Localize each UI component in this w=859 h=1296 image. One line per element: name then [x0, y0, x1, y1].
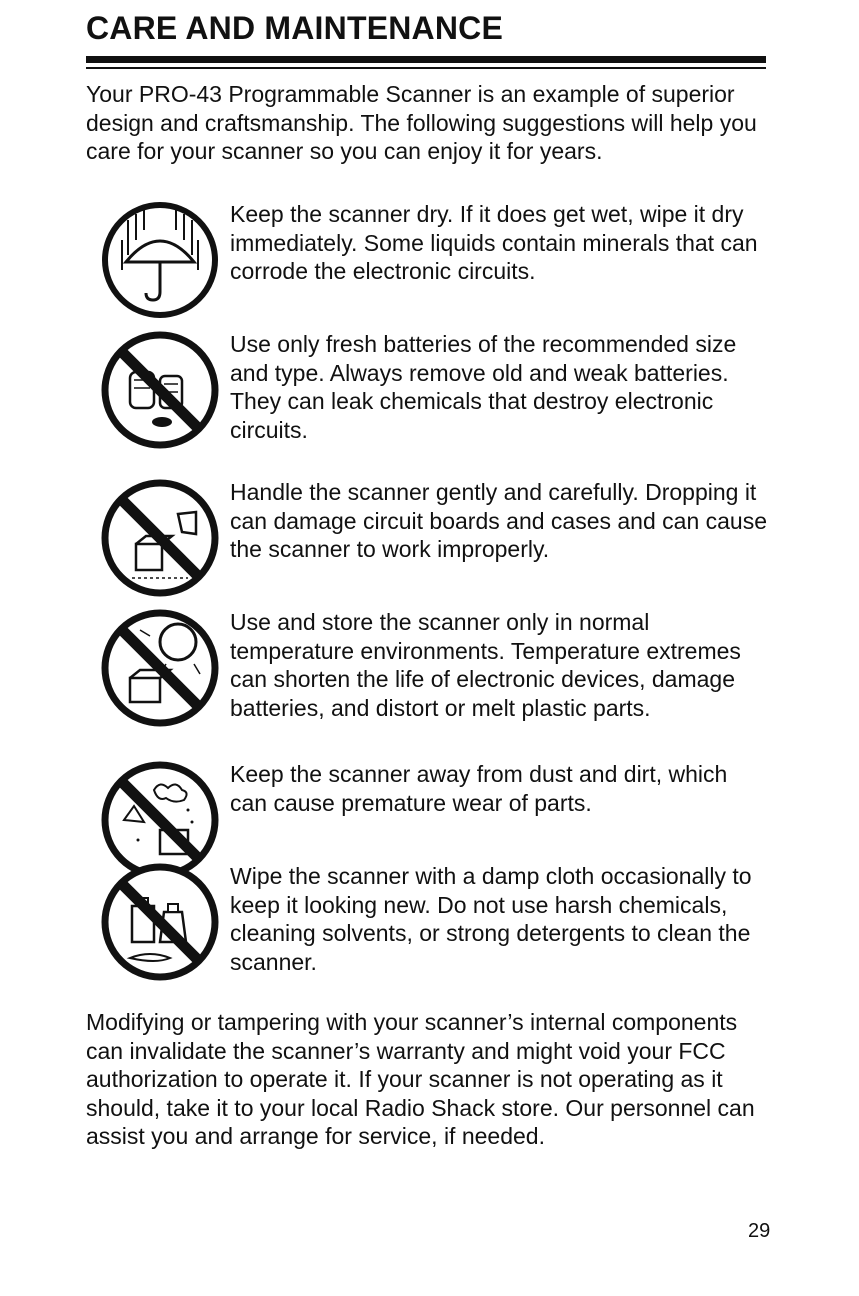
- care-item-text: Use only fresh batteries of the recommended size and type. Always remove old and weak batteries. They can leak chemicals that destroy electronic circuits.: [230, 331, 737, 443]
- care-item-cleaning: [86, 862, 776, 992]
- care-item-temperature: [86, 608, 776, 738]
- no-heat-icon: [100, 608, 220, 728]
- title-rule-thick: [86, 56, 766, 63]
- title-rule-thin: [86, 67, 766, 69]
- no-dropping-icon: [100, 478, 220, 598]
- no-chemicals-icon: [100, 862, 220, 982]
- care-item-text: Wipe the scanner with a damp cloth occasionally to keep it looking new. Do not use harsh chemicals, cleaning solvents, or strong detergents to clean the scanner.: [230, 863, 752, 975]
- no-old-batteries-icon: [100, 330, 220, 450]
- care-item-text: Handle the scanner gently and carefully. Dropping it can damage circuit boards and cases and can cause the scanner to work improperly.: [230, 479, 767, 562]
- care-item-batteries: [86, 330, 776, 460]
- intro-paragraph: Your PRO-43 Programmable Scanner is an example of superior design and craftsmanship. The following suggestions will help you care for your scanner so you can enjoy it for years.: [86, 81, 757, 164]
- care-item-text: Use and store the scanner only in normal temperature environments. Temperature extremes can shorten the life of electronic devices, damage batteries, and distort or melt plastic parts.: [230, 609, 741, 721]
- care-item-dry: [86, 200, 776, 330]
- care-item-text: Keep the scanner away from dust and dirt, which can cause premature wear of parts.: [230, 761, 728, 816]
- closing-paragraph: Modifying or tampering with your scanner’s internal components can invalidate the scanner’s warranty and might void your FCC authorization to operate it. If your scanner is not operating as it should, take it to your local Radio Shack store. Our personnel can assist you and arrange for service, if needed.: [86, 1009, 755, 1149]
- umbrella-icon: [100, 200, 220, 320]
- care-item-text: Keep the scanner dry. If it does get wet, wipe it dry immediately. Some liquids contain minerals that can corrode the electronic circuits.: [230, 201, 758, 284]
- page-title: CARE AND MAINTENANCE: [86, 10, 504, 46]
- page-number: 29: [748, 1220, 771, 1242]
- care-item-handling: [86, 478, 776, 608]
